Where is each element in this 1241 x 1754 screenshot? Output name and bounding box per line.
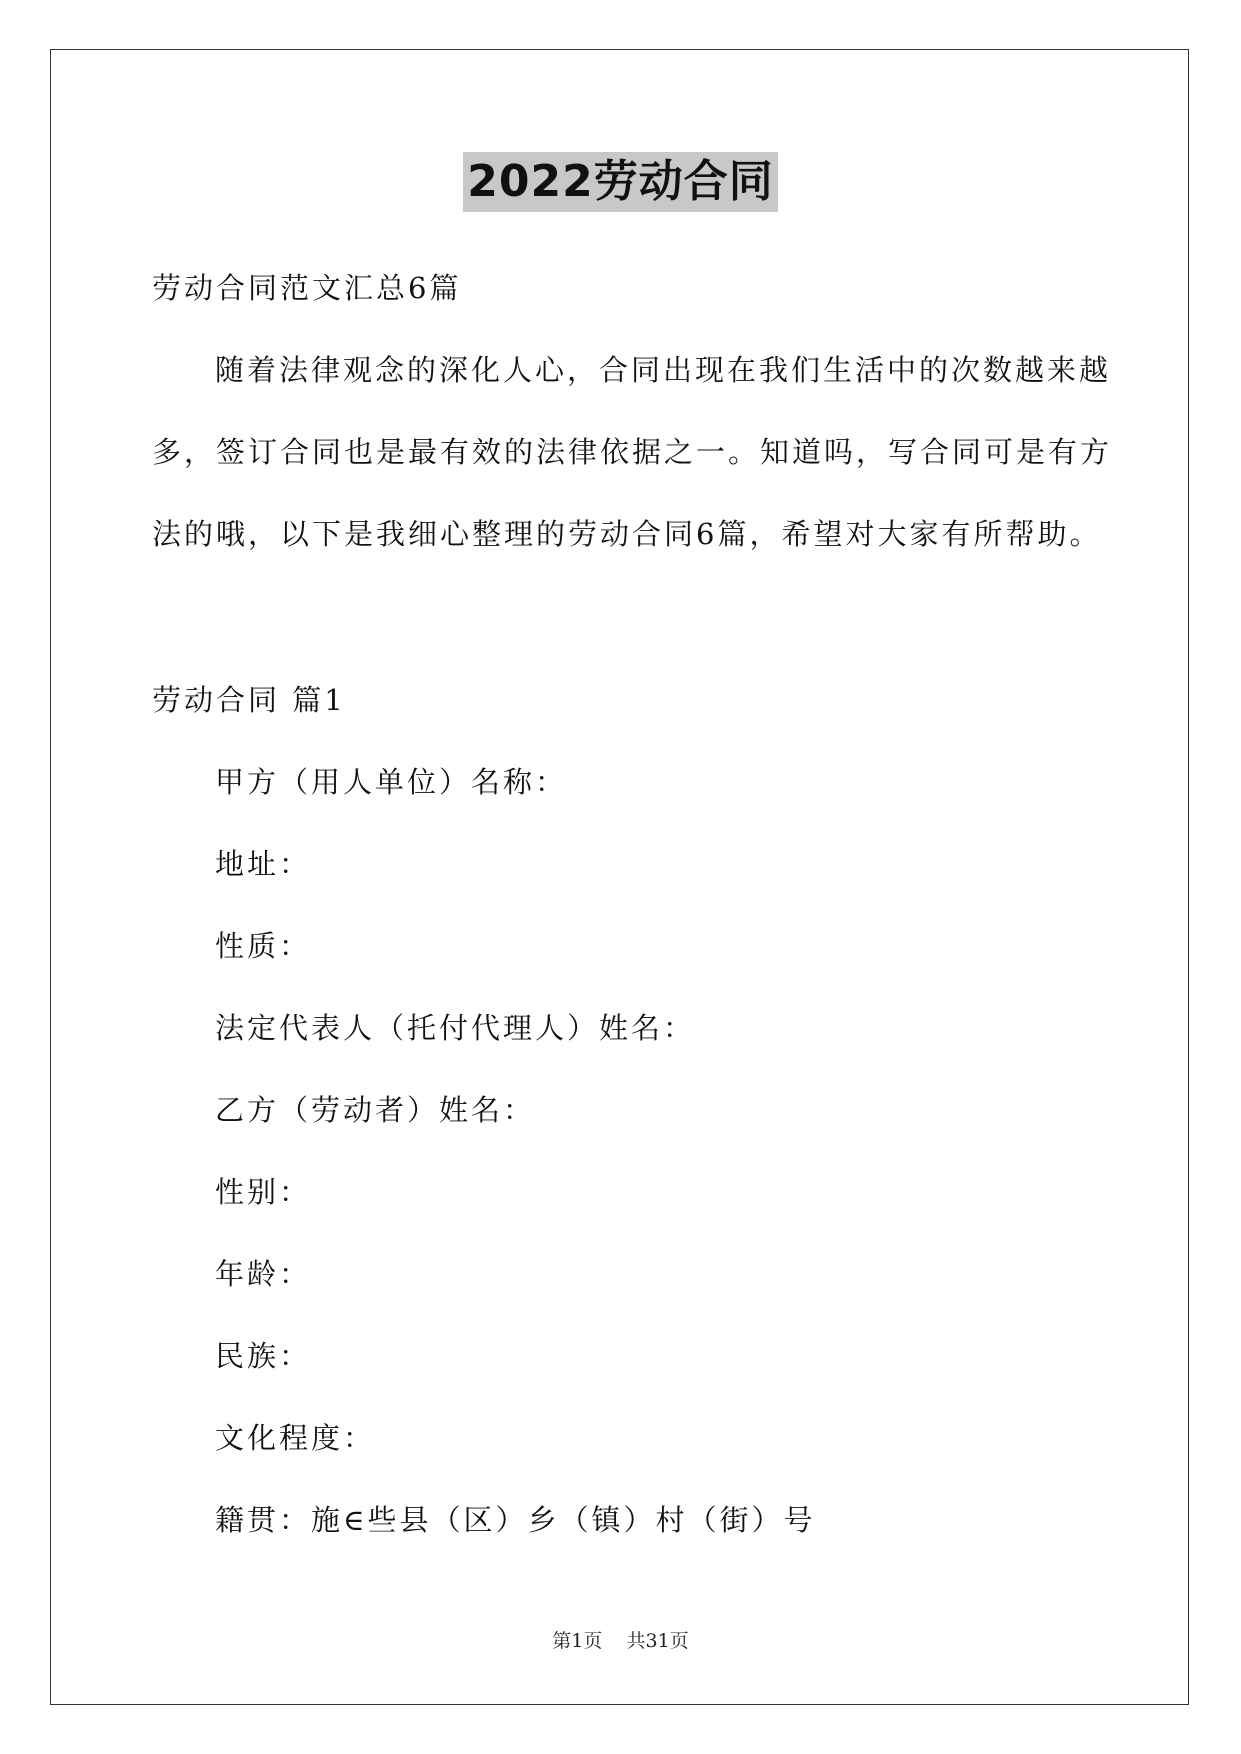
field-employer-name: 甲方（用人单位）名称：: [215, 765, 568, 799]
field-native-place: 籍贯：施∈些县（区）乡（镇）村（街）号: [215, 1503, 816, 1537]
footer-page-mid: 页 共: [583, 1630, 646, 1652]
intro-line-2: 多，签订合同也是最有效的法律依据之一。知道吗，写合同可是有方: [152, 435, 1113, 469]
intro-line-1: 随着法律观念的深化人心，合同出现在我们生活中的次数越来越: [215, 353, 1112, 387]
section-heading: 劳动合同 篇1: [152, 683, 346, 717]
field-age: 年龄：: [215, 1257, 312, 1291]
intro-line-3: 法的哦，以下是我细心整理的劳动合同6篇，希望对大家有所帮助。: [152, 517, 1102, 551]
field-nature: 性质：: [215, 929, 312, 963]
document-title: 2022劳动合同: [463, 152, 777, 212]
field-address: 地址：: [215, 847, 312, 881]
page-footer: [0, 1628, 1241, 1654]
field-employee-name: 乙方（劳动者）姓名：: [215, 1093, 536, 1127]
footer-page-suffix: 页: [669, 1630, 689, 1652]
footer-total-pages: 31: [645, 1630, 670, 1652]
field-ethnicity: 民族：: [215, 1339, 312, 1373]
footer-page-number: 1: [571, 1630, 584, 1652]
field-legal-representative: 法定代表人（托付代理人）姓名：: [215, 1011, 696, 1045]
footer-page-prefix: 第: [552, 1630, 572, 1652]
document-subtitle: 劳动合同范文汇总6篇: [152, 271, 462, 305]
field-education: 文化程度：: [215, 1421, 376, 1455]
field-gender: 性别：: [215, 1175, 312, 1209]
title-container: [0, 152, 1241, 212]
